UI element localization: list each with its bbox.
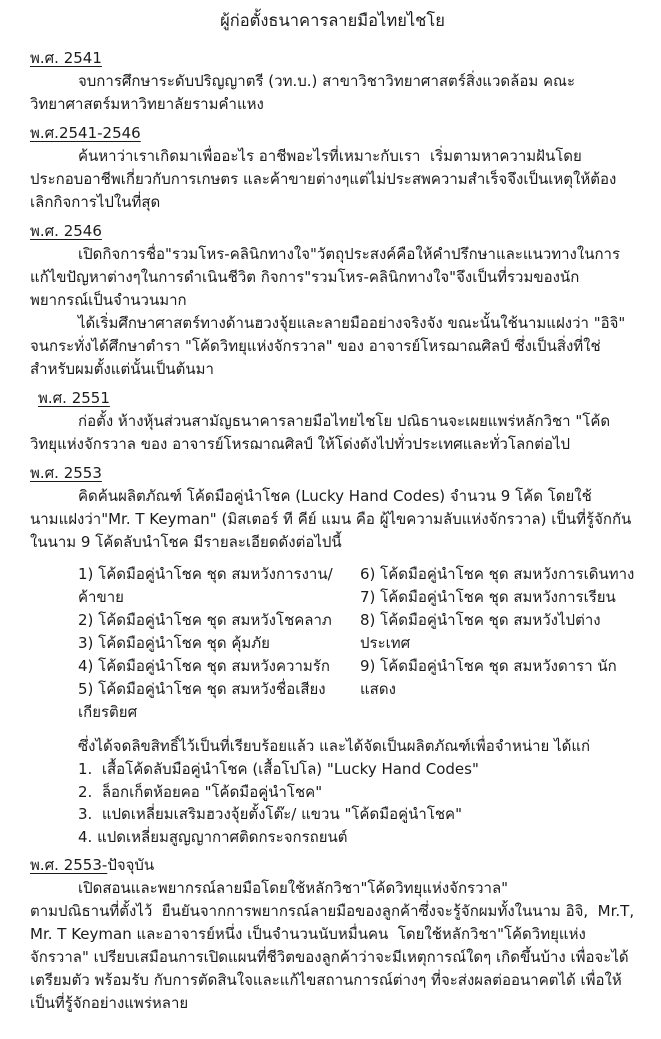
section-2553-present: [30, 854, 644, 1015]
paragraph: เปิดสอนและพยากรณ์ลายมือโดยใช้หลักวิชา"โค้ดวิทยุแห่งจักรวาล": [78, 879, 509, 897]
era-heading-2553: [30, 462, 635, 485]
page-title: ผู้ก่อตั้งธนาคารลายมือไทยไชโย: [220, 11, 445, 30]
paragraph: ซึ่งได้จดลิขสิทธิ์ไว้เป็นที่เรียบร้อยแล้ว และได้จัดเป็นผลิตภัณฑ์เพื่อจำหน่าย ได้แก่: [78, 737, 591, 755]
product-list-item: 2. ล็อกเก็ตห้อยคอ "โค้ดมือคู่นำโชค": [78, 782, 323, 801]
section-2551: [30, 387, 635, 456]
paragraph: ตามปณิธานที่ตั้งไว้ ยืนยันจากการพยากรณ์ลายมือของลูกค้าซึ่งจะรู้จักผมทั้งในนาม อิจิ, Mr.T, Mr. T Keyman และอาจารย์หนึ่ง เป็นจำนวนนับหมื่นคน โดยใช้หลักวิชา"โค้ดวิทยุแห่งจักรวาล" เปรียบเสมือนการเปิดแผนที่ชีวิตของลูกค้าว่าจะมีเหตุการณ์ใดๆ เกิดขึ้นบ้าง เพื่อจะได้เตรียมตัว พร้อมรับ กับการตัดสินใจและแก้ไขสถานการณ์ต่างๆ ที่จะส่งผลต่ออนาคตได้ เพื่อให้เป็นที่รู้จักอย่างแพร่หลาย: [30, 902, 644, 1012]
section-2541-2546: [30, 122, 635, 214]
paragraph: ได้เริ่มศึกษาศาสตร์ทางด้านฮวงจุ้ยและลายมืออย่างจริงจัง ขณะนั้นใช้นามแฝงว่า "อิจิ" จนกระทั่งได้ศึกษาตำรา "โค้ดวิทยุแห่งจักรวาล" ของ อาจารย์โหรฌาณศิลป์ ซึ่งเป็นสิ่งที่ใช่สำหรับผมตั้งแต่นั้นเป็นต้นมา: [30, 314, 631, 378]
code-list-item: 2) โค้ดมือคู่นำโชค ชุด สมหวังโชคลาภ: [78, 611, 332, 629]
era-heading-text: พ.ศ. 2541: [30, 49, 102, 67]
section-2553: [30, 462, 635, 848]
paragraph: ค้นหาว่าเราเกิดมาเพื่ออะไร อาชีพอะไรที่เหมาะกับเรา เริ่มตามหาความฝันโดยประกอบอาชีพเกี่ยวกับการเกษตร และค้าขายต่างๆแต่ไม่ประสพความสำเร็จจึงเป็นเหตุให้ต้องเลิกกิจการไปในที่สุด: [30, 147, 617, 211]
product-list-item: 4. แปดเหลี่ยมสูญญากาศติดกระจกรถยนต์: [78, 827, 348, 846]
era-heading-2553-present: [30, 854, 635, 877]
era-heading-text: พ.ศ. 2551: [38, 389, 110, 407]
lucky-code-list: [30, 563, 635, 724]
era-heading-2541-2546: [30, 122, 635, 145]
code-list-item: 4) โค้ดมือคู่นำโชค ชุด สมหวังความรัก: [78, 657, 330, 675]
section-2541: [30, 47, 635, 116]
era-heading-text-rest: ปัจจุบัน: [107, 856, 155, 874]
code-list-item: 7) โค้ดมือคู่นำโชค ชุด สมหวังการเรียน: [360, 588, 616, 606]
code-list-item: 3) โค้ดมือคู่นำโชค ชุด คุ้มภัย: [78, 634, 270, 652]
product-list-item: 1. เสื้อโค้ดลับมือคู่นำโชค (เสื้อโปโล) "Lucky Hand Codes": [78, 760, 479, 778]
era-heading-text: พ.ศ. 2553-: [30, 856, 108, 874]
code-list-item: 1) โค้ดมือคู่นำโชค ชุด สมหวังการงาน/ค้าขาย: [78, 565, 333, 606]
product-list: [30, 758, 635, 848]
paragraph: เปิดกิจการชื่อ"รวมโหร-คลินิกทางใจ"วัตถุประสงค์คือให้คำปรึกษาและแนวทางในการแก้ไขปัญหาต่างๆในการดำเนินชีวิต กิจการ"รวมโหร-คลินิกทางใจ"จึงเป็นที่รวมของนักพยากรณ์เป็นจำนวนมาก: [30, 245, 621, 309]
era-heading-2546: [30, 220, 635, 243]
era-heading-2541: [30, 47, 635, 70]
paragraph: จบการศึกษาระดับปริญญาตรี (วท.บ.) สาขาวิชาวิทยาศาสตร์สิ่งแวดล้อม คณะวิทยาศาสตร์มหาวิทยาลัยรามคำแหง: [30, 72, 576, 113]
section-2546: [30, 220, 635, 381]
code-list-item: 8) โค้ดมือคู่นำโชค ชุด สมหวังไปต่างประเทศ: [360, 611, 601, 652]
lucky-code-column-left: [78, 563, 360, 724]
paragraph: ก่อตั้ง ห้างหุ้นส่วนสามัญธนาคารลายมือไทยไชโย ปณิธานจะเผยแพร่หลักวิชา "โค้ดวิทยุแห่งจักรวาล ของ อาจารย์โหรฌาณศิลป์ ให้โด่งดังไปทั่วประเทศและทั่วโลกต่อไป: [30, 412, 611, 453]
code-list-item: 5) โค้ดมือคู่นำโชค ชุด สมหวังชื่อเสียงเกียรติยศ: [78, 680, 326, 721]
era-heading-text: พ.ศ. 2546: [30, 222, 102, 240]
code-list-item: 9) โค้ดมือคู่นำโชค ชุด สมหวังดารา นักแสดง: [360, 657, 617, 698]
code-list-item: 6) โค้ดมือคู่นำโชค ชุด สมหวังการเดินทาง: [360, 565, 635, 583]
product-list-item: 3. แปดเหลี่ยมเสริมฮวงจุ้ยตั้งโต๊ะ/ แขวน "โค้ดมือคู่นำโชค": [78, 805, 462, 823]
era-heading-2551: [38, 387, 635, 410]
era-heading-text: พ.ศ.2541-2546: [30, 124, 141, 142]
era-heading-text: พ.ศ. 2553: [30, 464, 102, 482]
lucky-code-column-right: [360, 563, 635, 724]
paragraph: คิดค้นผลิตภัณฑ์ โค้ดมือคู่นำโชค (Lucky Hand Codes) จำนวน 9 โค้ด โดยใช้นามแฝงว่า"Mr. T Keyman" (มิสเตอร์ ที คีย์ แมน คือ ผู้ไขความลับแห่งจักรวาล) เป็นที่รู้จักกันในนาม 9 โค้ดลับนำโชค มีรายละเอียดดังต่อไปนี้: [30, 487, 632, 551]
